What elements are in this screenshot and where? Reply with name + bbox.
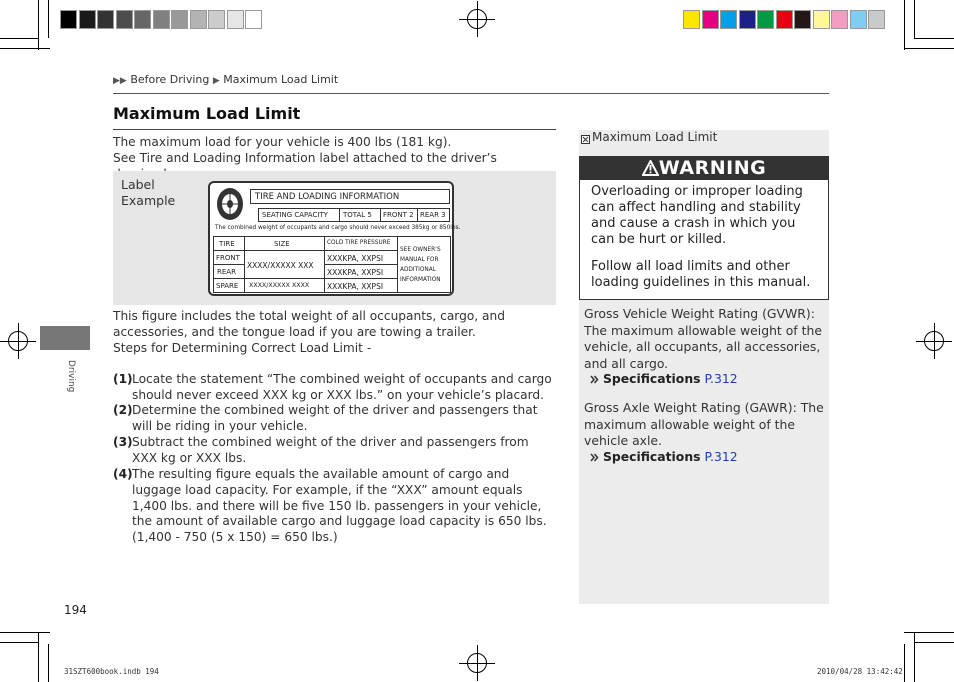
step-text: The resulting figure equals the available amount of cargo and luggage load capacity. For example, if the “XXX” amount equals 1,400 lbs. and there will be five 150 lb. passengers in your vehicle, the amount of available cargo and luggage load capacity is 650 lbs. [132,467,547,529]
chapter-tab [40,326,90,350]
crop-mark [48,0,49,38]
tire-pressure-table [213,236,451,293]
crop-mark [38,632,39,682]
tire-icon [215,186,245,222]
spec-link-2[interactable] [590,449,834,466]
figure-caption [121,177,175,209]
row-rear: REAR [217,268,236,276]
crop-mark [914,38,954,39]
spec-link-1[interactable] [590,371,834,388]
crop-mark [0,642,38,643]
title-rule [113,129,556,130]
seating-capacity-box [258,208,450,222]
note-icon [581,135,590,144]
step-number: (3) [113,435,133,449]
page-number: 194 [64,603,87,617]
footer-file: 31SZT600book.indb 194 [64,667,159,676]
col-tire: TIRE [219,240,235,248]
reference-arrow-icon [590,375,599,384]
color-swatch [97,10,114,29]
registration-mark [916,323,952,359]
crop-mark [904,0,905,50]
crop-mark [914,642,954,643]
crop-mark [38,0,39,50]
breadcrumb [113,73,338,86]
color-swatch [868,10,885,29]
color-swatch [720,10,737,29]
see-line-3: ADDITIONAL [400,267,436,273]
seating-total: TOTAL 5 [343,211,372,219]
crop-mark [48,644,49,682]
col-size: SIZE [274,240,290,248]
footer-date: 2010/04/28 13:42:42 [817,667,903,676]
intro-line-2: See Tire and Loading Information label attached to the driver’s [113,150,497,165]
color-swatch [739,10,756,29]
figure-explanation [113,309,558,356]
page-reference-link[interactable]: P.312 [704,449,738,464]
color-swatch [794,10,811,29]
explanation-line-1: This figure includes the total weight of all occupants, cargo, and [113,309,505,323]
breadcrumb-section[interactable]: Before Driving [130,73,210,86]
color-swatch [757,10,774,29]
color-swatch [60,10,77,29]
step-number: (4) [113,467,133,481]
crop-mark [0,38,38,39]
color-swatch [227,10,244,29]
breadcrumb-current: Maximum Load Limit [223,73,339,86]
warning-box [579,156,829,300]
figure-caption-line-1: Label [121,177,155,192]
gawr-text: Gross Axle Weight Rating (GAWR): The maximum allowable weight of the vehicle axle. [584,400,824,448]
registration-mark [459,645,495,681]
warning-paragraph-1: Overloading or improper loading can affect handling and stability and cause a crash in which you can be hurt or killed. [591,184,803,247]
color-swatch [702,10,719,29]
color-swatch [116,10,133,29]
color-swatch [208,10,225,29]
combined-weight-statement: The combined weight of occupants and cargo should never exceed 385kg or 850lbs. [215,225,461,231]
col-pressure: COLD TIRE PRESSURE [327,240,391,246]
registration-mark [459,1,495,37]
size-main: XXXX/XXXXX XXX [247,261,314,270]
step-text: Determine the combined weight of the driver and passengers that will be riding in your vehicle. [132,403,538,433]
page-title: Maximum Load Limit [113,104,301,123]
warning-paragraph-2: Follow all load limits and other loading guidelines in this manual. [591,259,811,290]
spec-label[interactable]: Specifications [602,371,701,386]
pressure-spare: XXXKPA, XXPSI [327,282,384,291]
color-swatch [776,10,793,29]
crop-mark [0,632,50,633]
gvwr-text: Gross Vehicle Weight Rating (GVWR): The maximum allowable weight of the vehicle, all occupants, all accessories, and all cargo. [584,306,822,371]
step-text: Locate the statement “The combined weight of occupants and cargo should never exceed XXX kg or XXX lbs.” on your vehicle’s placard. [132,372,552,402]
step-number: (1) [113,372,133,386]
intro-line-1: The maximum load for your vehicle is 400 lbs (181 kg). [113,135,452,149]
warning-title [580,157,828,180]
color-swatch [813,10,830,29]
crop-mark [914,632,915,682]
registration-mark [0,323,36,359]
size-spare: XXXX/XXXXX XXXX [249,282,310,289]
label-header-box [250,189,450,204]
steps-list [113,372,558,552]
sidebar-notes [579,130,829,604]
see-line-4: INFORMATION [400,277,441,283]
color-swatch [79,10,96,29]
color-swatch [134,10,151,29]
breadcrumb-arrows: ▶▶ [113,76,127,86]
see-line-1: SEE OWNER’S [400,247,441,253]
tire-loading-label [208,181,461,296]
crop-mark [0,48,50,49]
steps-heading: Steps for Determining Correct Load Limit - [113,340,372,355]
warning-triangle-icon [642,160,659,176]
label-example-figure [113,171,556,305]
sidebar-heading [579,130,829,148]
header-rule [113,93,829,94]
color-swatch [171,10,188,29]
color-swatch [245,10,262,29]
step-text: Subtract the combined weight of the driver and passengers from XXX kg or XXX lbs. [132,435,529,465]
color-swatch [831,10,848,29]
label-header: TIRE AND LOADING INFORMATION [255,192,400,202]
figure-caption-line-2: Example [121,193,176,208]
step-number: (2) [113,403,133,417]
see-owners-manual [400,245,441,285]
crop-mark [904,48,954,49]
breadcrumb-separator: ▶ [212,76,220,86]
spec-label[interactable]: Specifications [602,449,701,464]
seating-rear: REAR 3 [420,211,446,219]
reference-arrow-icon [590,453,599,462]
crop-mark [914,0,915,38]
chapter-tab-label: Driving [66,360,76,393]
color-swatch [153,10,170,29]
crop-mark [904,632,954,633]
pressure-rear: XXXKPA, XXPSI [327,268,384,277]
row-spare: SPARE [216,282,239,290]
step-calculation: (1,400 - 750 (5 x 150) = 650 lbs.) [132,530,338,544]
see-line-2: MANUAL FOR [400,257,439,263]
page-reference-link[interactable]: P.312 [704,371,738,386]
color-swatch [190,10,207,29]
pressure-front: XXXKPA, XXPSI [327,254,384,263]
explanation-line-2: accessories, and the tongue load if you are towing a trailer. [113,324,476,339]
warning-title-text: WARNING [658,157,767,179]
color-swatch [850,10,867,29]
seating-front: FRONT 2 [383,211,414,219]
row-front: FRONT [216,254,240,262]
seating-capacity: SEATING CAPACITY [262,211,328,219]
crop-mark [904,644,905,682]
sidebar-heading-text: Maximum Load Limit [592,130,718,144]
color-swatch [683,10,700,29]
